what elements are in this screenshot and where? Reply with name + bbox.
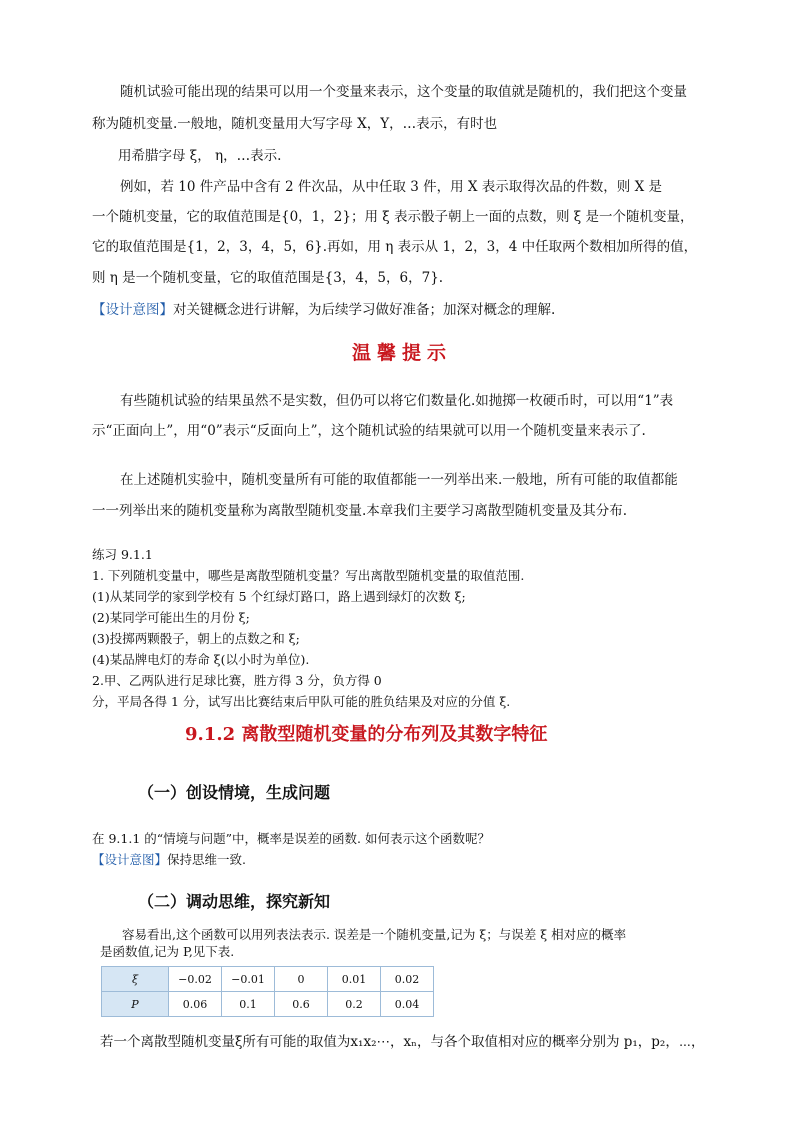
tips-p2-line-1: 在上述随机实验中，随机变量所有可能的取值都能一一列举出来.一般地，所有可能的取值都能	[120, 472, 678, 488]
design-intent-text: 对关键概念进行讲解，为后续学习做好准备；加深对概念的理解.	[173, 302, 556, 318]
example-line-1: 例如，若 10 件产品中含有 2 件次品，从中任取 3 件，用 X 表示取得次品的件数，则 X 是	[120, 179, 662, 195]
part1-intent-tag: 【设计意图】	[92, 852, 168, 867]
table-cell: 0.2	[328, 992, 381, 1017]
exercise-q1-1: (1)从某同学的家到学校有 5 个红绿灯路口，路上遇到绿灯的次数 ξ;	[92, 589, 466, 604]
exercise-q2-line-1: 2.甲、乙两队进行足球比赛，胜方得 3 分，负方得 0	[92, 673, 382, 688]
table-head-p: P	[102, 992, 169, 1017]
table-cell: 0.6	[275, 992, 328, 1017]
example-line-3: 它的取值范围是{1，2，3，4，5，6}.再如，用 η 表示从 1，2，3，4 中任取两个数相加所得的值，	[92, 239, 698, 255]
table-row-xi	[102, 967, 434, 992]
section-title: 9.1.2 离散型随机变量的分布列及其数字特征	[185, 724, 548, 745]
exercise-q1-4: (4)某品牌电灯的寿命 ξ(以小时为单位).	[92, 652, 310, 667]
intro-line-2: 称为随机变量.一般地，随机变量用大写字母 X，Y，…表示，有时也	[92, 116, 498, 132]
tips-p1-line-1: 有些随机试验的结果虽然不是实数，但仍可以将它们数量化.如抛掷一枚硬币时，可以用“1”表	[120, 393, 674, 409]
design-intent-1	[92, 300, 555, 320]
table-cell: 0.02	[381, 967, 434, 992]
table-cell: 0.01	[328, 967, 381, 992]
design-intent-tag: 【设计意图】	[92, 302, 173, 318]
intro-line-3: 用希腊字母 ξ， η，…表示.	[118, 148, 282, 164]
table-row-p	[102, 992, 434, 1017]
exercise-q1-3: (3)投掷两颗骰子，朝上的点数之和 ξ;	[92, 631, 300, 646]
part2-line-2: 是函数值,记为 P,见下表.	[100, 944, 235, 959]
table-head-xi: ξ	[102, 967, 169, 992]
part1-intent	[92, 851, 246, 869]
exercise-q2-line-2: 分，平局各得 1 分，试写出比赛结束后甲队可能的胜负结果及对应的分值 ξ.	[92, 694, 511, 709]
part2-heading: （二）调动思维，探究新知	[138, 892, 331, 911]
table-cell: 0	[275, 967, 328, 992]
table-cell: −0.02	[169, 967, 222, 992]
intro-line-1: 随机试验可能出现的结果可以用一个变量来表示，这个变量的取值就是随机的，我们把这个变量	[120, 84, 687, 100]
exercise-q1: 1. 下列随机变量中，哪些是离散型随机变量？写出离散型随机变量的取值范围.	[92, 568, 525, 583]
part2-last-line: 若一个离散型随机变量ξ所有可能的取值为x₁x₂⋯，xₙ，与各个取值相对应的概率分别为 p₁，p₂，⋯，	[100, 1034, 705, 1050]
tips-p2-line-2: 一一列举出来的随机变量称为离散型随机变量.本章我们主要学习离散型随机变量及其分布.	[92, 503, 628, 519]
part1-heading: （一）创设情境，生成问题	[138, 783, 331, 802]
distribution-table	[101, 966, 434, 1017]
part1-intent-text: 保持思维一致.	[167, 852, 246, 867]
exercise-q1-2: (2)某同学可能出生的月份 ξ;	[92, 610, 250, 625]
part2-line-1: 容易看出,这个函数可以用列表法表示. 误差是一个随机变量,记为 ξ；与误差 ξ 相对应的概率	[122, 927, 627, 942]
tips-title: 温馨提示	[352, 342, 453, 364]
exercise-title: 练习 9.1.1	[92, 547, 153, 562]
table-cell: −0.01	[222, 967, 275, 992]
table-cell: 0.1	[222, 992, 275, 1017]
table-cell: 0.06	[169, 992, 222, 1017]
part1-text: 在 9.1.1 的“情境与问题”中，概率是误差的函数. 如何表示这个函数呢？	[92, 831, 490, 846]
tips-p1-line-2: 示“正面向上”，用“0”表示“反面向上”，这个随机试验的结果就可以用一个随机变量来表示了.	[92, 423, 646, 439]
example-line-2: 一个随机变量，它的取值范围是{0，1，2}；用 ξ 表示骰子朝上一面的点数，则 ξ 是一个随机变量，	[92, 209, 694, 225]
example-line-4: 则 η 是一个随机变量，它的取值范围是{3，4，5，6，7}.	[92, 270, 444, 286]
table-cell: 0.04	[381, 992, 434, 1017]
